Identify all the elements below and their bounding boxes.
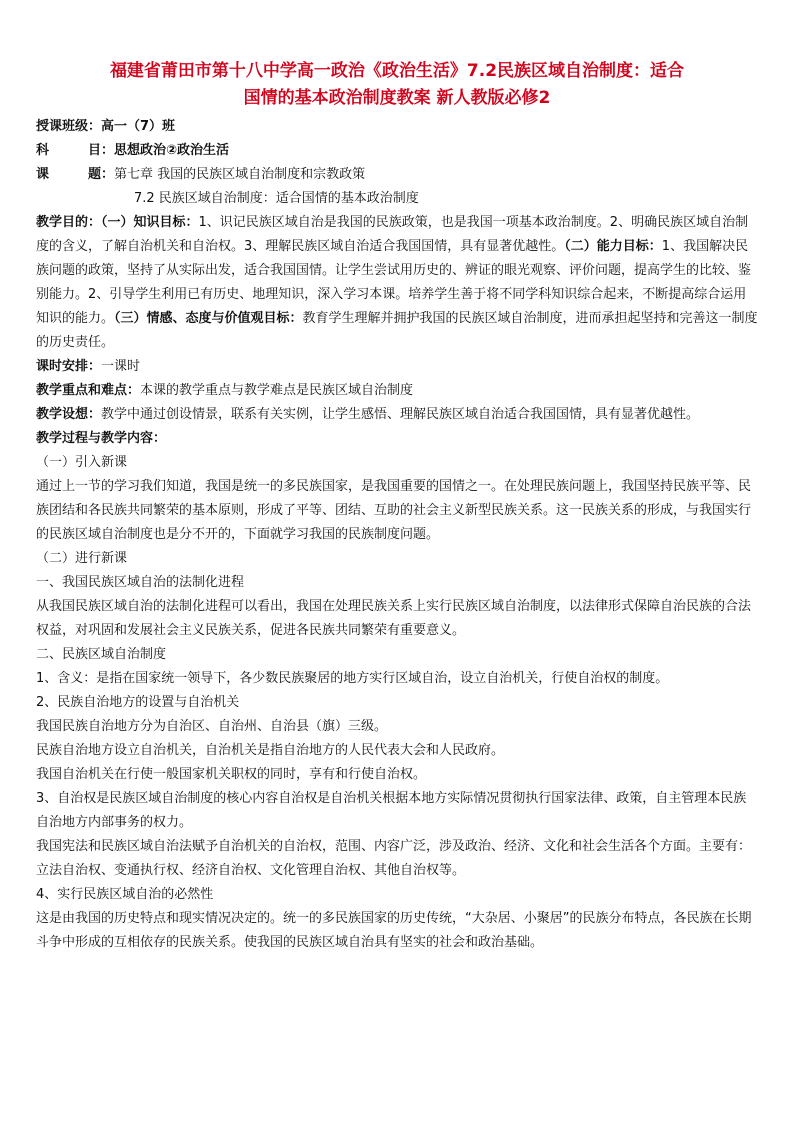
process-heading: 教学过程与教学内容： bbox=[36, 431, 167, 446]
design-value: 教学中通过创设情景，联系有关实例，让学生感悟、理解民族区域自治适合我国国情，具有显著优越性。 bbox=[101, 407, 700, 422]
class-value: 高一（7）班 bbox=[101, 119, 176, 134]
emotion-goal-text: 教育学生理解并拥护我国的民族区域自治制度，进而承担起坚持和完善这一制度的历史责任。 bbox=[36, 311, 758, 350]
setup-heading: 2、民族自治地方的设置与自治机关 bbox=[36, 695, 240, 710]
ability-goal-text: 1、我国解决民族问题的政策，坚持了从实际出发，适合我国国情。让学生尝试用历史的、辨证的眼光观察、评价问题，提高学生的比较、鉴别能力。2、引导学生利用已有历史、地理知识，深入学习本课。培养学生善于将不同学科知识综合起来，不断提高综合运用知识的能力。 bbox=[36, 239, 752, 326]
autonomy-paragraph: 3、自治权是民族区域自治制度的核心内容自治权是自治机关根据本地方实际情况贯彻执行国家法律、政策，自主管理本民族自治地方内部事务的权力。 bbox=[36, 791, 747, 830]
class-row bbox=[36, 115, 758, 139]
topic-label-2: 题： bbox=[88, 167, 115, 182]
teaching-goals bbox=[36, 211, 758, 355]
design-row bbox=[36, 403, 758, 427]
levels-paragraph: 我国民族自治地方分为自治区、自治州、自治县（旗）三级。 bbox=[36, 719, 388, 734]
topic-value: 第七章 我国的民族区域自治制度和宗教政策 bbox=[114, 167, 366, 182]
goals-label: 教学目的： bbox=[36, 215, 102, 230]
necessity-paragraph: 这是由我国的历史特点和现实情况决定的。统一的多民族国家的历史传统，“大杂居、小聚居”的民族分布特点，各民族在长期斗争中形成的互相依存的民族关系。使我国的民族区域自治具有坚实的社会和政治基础。 bbox=[36, 911, 752, 950]
section-new-heading: （二）进行新课 bbox=[36, 551, 128, 566]
section-intro-heading: （一）引入新课 bbox=[36, 455, 128, 470]
knowledge-goal-text: 1、识记民族区域自治是我国的民族政策，也是我国一项基本政治制度。2、明确民族区域自治制度的含义，了解自治机关和自治权。3、理解民族区域自治适合我国国情，具有显著优越性。 bbox=[36, 215, 749, 254]
topic-row bbox=[36, 163, 758, 187]
focus-label: 教学重点和难点： bbox=[36, 383, 141, 398]
definition-paragraph: 1、含义：是指在国家统一领导下，各少数民族聚居的地方实行区域自治，设立自治机关，行使自治权的制度。 bbox=[36, 671, 669, 686]
focus-value: 本课的教学重点与教学难点是民族区域自治制度 bbox=[140, 383, 414, 398]
title-line-1: 福建省莆田市第十八中学高一政治《政治生活》7.2民族区域自治制度：适合 bbox=[109, 61, 685, 81]
intro-paragraph: 通过上一节的学习我们知道，我国是统一的多民族国家，是我国重要的国情之一。在处理民族问题上，我国坚持民族平等、民族团结和各民族共同繁荣的基本原则，形成了平等、团结、互助的社会主义新型民族关系。这一民族关系的形成，与我国实行的民族区域自治制度也是分不开的，下面就学习我国的民族制度问题。 bbox=[36, 479, 752, 542]
document-page bbox=[36, 58, 758, 955]
ability-goal-label: （二）能力目标： bbox=[564, 239, 662, 254]
part-one-heading: 一、我国民族区域自治的法制化进程 bbox=[36, 575, 245, 590]
organs-paragraph: 民族自治地方设立自治机关，自治机关是指自治地方的人民代表大会和人民政府。 bbox=[36, 743, 505, 758]
focus-row bbox=[36, 379, 758, 403]
part-two-heading: 二、民族区域自治制度 bbox=[36, 647, 167, 662]
part-one-paragraph: 从我国民族区域自治的法制化进程可以看出，我国在处理民族关系上实行民族区域自治制度，以法律形式保障自治民族的合法权益，对巩固和发展社会主义民族关系，促进各民族共同繁荣有重要意义。 bbox=[36, 599, 752, 638]
topic-label-1: 课 bbox=[36, 167, 50, 182]
powers-paragraph: 我国自治机关在行使一般国家机关职权的同时，享有和行使自治权。 bbox=[36, 767, 427, 782]
knowledge-goal-label: （一）知识目标： bbox=[101, 215, 199, 230]
subject-value: 思想政治②政治生活 bbox=[114, 143, 230, 158]
necessity-heading: 4、实行民族区域自治的必然性 bbox=[36, 887, 214, 902]
subject-label-2: 目： bbox=[88, 143, 115, 158]
schedule-row bbox=[36, 355, 758, 379]
design-label: 教学设想： bbox=[36, 407, 102, 422]
subject-label-1: 科 bbox=[36, 143, 50, 158]
schedule-value: 一课时 bbox=[101, 359, 141, 374]
title-line-2: 国情的基本政治制度教案 新人教版必修2 bbox=[243, 88, 551, 108]
class-label: 授课班级： bbox=[36, 119, 102, 134]
emotion-goal-label: （三）情感、态度与价值观目标： bbox=[114, 311, 303, 326]
schedule-label: 课时安排： bbox=[36, 359, 102, 374]
constitution-paragraph: 我国宪法和民族区域自治法赋予自治机关的自治权，范围、内容广泛，涉及政治、经济、文化和社会生活各个方面。主要有：立法自治权、变通执行权、经济自治权、文化管理自治权、其他自治权等。 bbox=[36, 839, 752, 878]
topic-subtitle: 7.2 民族区域自治制度：适合国情的基本政治制度 bbox=[134, 191, 419, 206]
document-title bbox=[36, 58, 758, 112]
subject-row bbox=[36, 139, 758, 163]
